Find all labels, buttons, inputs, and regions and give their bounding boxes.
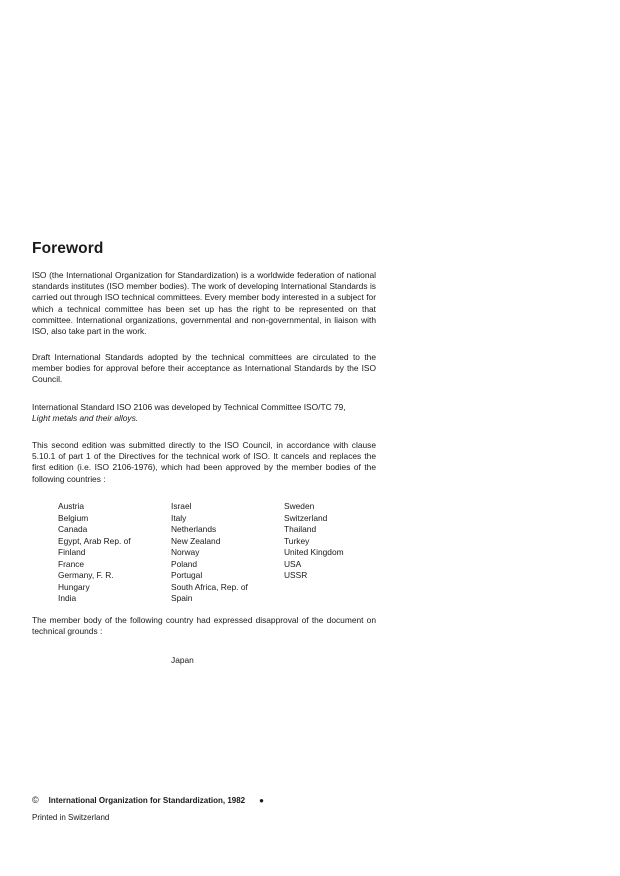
country-item: United Kingdom (284, 547, 344, 557)
country-item: Egypt, Arab Rep. of (58, 535, 131, 546)
country-item: New Zealand (171, 535, 221, 546)
paragraph-standard-committee-title: Light metals and their alloys. (32, 413, 139, 424)
paragraph-draft-standards: Draft International Standards adopted by the technical committees are circulated to the member bodies for approval before their acceptance as International Standards by the ISO Council. (32, 352, 376, 385)
country-item: Turkey (284, 535, 310, 546)
paragraph-second-edition: This second edition was submitted directly to the ISO Council, in accordance with clause 5.10.1 of part 1 of the Directives for the technical work of ISO. It cancels and replaces the first edition (i.e. ISO 2106-1976), which had been approved by the member bodies of the following countries : (32, 440, 376, 484)
copyright-line (32, 795, 264, 805)
country-item: Belgium (58, 512, 89, 523)
countries-column-3 (284, 501, 388, 605)
country-item: Spain (171, 593, 193, 603)
page-title: Foreword (32, 240, 104, 257)
country-item: Switzerland (284, 512, 328, 523)
countries-column-1 (58, 501, 171, 605)
paragraph-disapproval: The member body of the following country had expressed disapproval of the document on technical grounds : (32, 615, 376, 637)
country-item: Hungary (58, 581, 90, 592)
country-item: India (58, 593, 77, 603)
bullet-icon: ● (259, 795, 264, 805)
country-item: Canada (58, 524, 88, 534)
country-item: Finland (58, 547, 86, 557)
country-item: Portugal (171, 570, 203, 580)
country-item: Poland (171, 558, 198, 569)
country-item: Netherlands (171, 524, 217, 534)
country-item: Austria (58, 501, 85, 511)
country-item: USSR (284, 570, 308, 580)
approving-countries-list (58, 501, 388, 605)
country-item: Germany, F. R. (58, 570, 114, 580)
country-item: Italy (171, 512, 187, 523)
country-item: Thailand (284, 524, 317, 534)
countries-column-2 (171, 501, 284, 605)
country-item: France (58, 558, 85, 569)
country-item: USA (284, 558, 302, 569)
country-item: Israel (171, 501, 192, 511)
country-item: Sweden (284, 501, 315, 511)
country-item: Norway (171, 547, 200, 557)
paragraph-standard-development (32, 402, 376, 424)
paragraph-iso-intro: ISO (the International Organization for Standardization) is a worldwide federation of national standards institutes (ISO member bodies). The work of developing International Standards is carried out through ISO technical committees. Every member body interested in a subject for which a technical committee has been set up has the right to be represented on that committee. International organizations, governmental and non-governmental, in liaison with ISO, also take part in the work. (32, 270, 376, 337)
disapproving-country: Japan (171, 655, 194, 665)
paragraph-standard-line1: International Standard ISO 2106 was developed by Technical Committee ISO/TC 79, (32, 402, 346, 412)
copyright-symbol: © (32, 795, 39, 805)
country-item: South Africa, Rep. of (171, 581, 248, 592)
printed-location: Printed in Switzerland (32, 813, 110, 822)
copyright-text: International Organization for Standardization, 1982 (48, 795, 246, 805)
